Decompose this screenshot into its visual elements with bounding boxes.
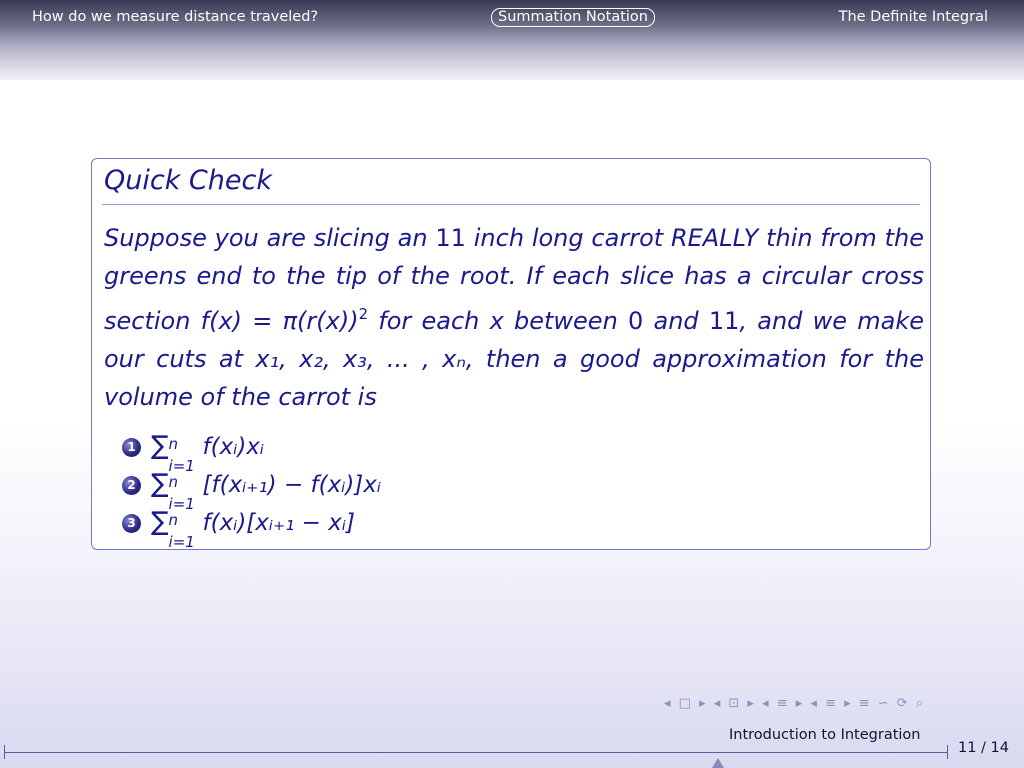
cut-points: x₁, x₂, x₃, ... , xₙ: [255, 345, 466, 373]
progress-line-start-tick: [4, 745, 5, 759]
answer-option-1[interactable]: [122, 427, 381, 475]
block-title-divider: [102, 204, 920, 205]
option-number-badge: 3: [122, 514, 141, 533]
footer-progress-line: [4, 752, 948, 753]
quick-check-block: [91, 158, 931, 550]
option-number-badge: 1: [122, 438, 141, 457]
footer-title: Introduction to Integration: [729, 727, 921, 743]
option-expression: f(xᵢ)[xᵢ₊₁ − xᵢ]: [202, 510, 355, 536]
answer-options: [122, 427, 381, 551]
sigma-symbol: ∑: [151, 431, 169, 461]
beamer-navigation-icons[interactable]: ◂ □ ▸ ◂ ⊡ ▸ ◂ ≡ ▸ ◂ ≡ ▸ ≡ ∽ ⟳ ⌕: [664, 696, 926, 711]
sum-limits: n i=1: [168, 434, 195, 475]
option-expression: f(xᵢ)xᵢ: [202, 434, 265, 460]
nav-section-definite-integral[interactable]: The Definite Integral: [838, 9, 988, 25]
progress-marker-icon: [712, 758, 724, 768]
nav-section-summation[interactable]: Summation Notation: [491, 8, 655, 27]
sum-limits: n i=1: [168, 472, 195, 513]
option-expression: [f(xᵢ₊₁) − f(xᵢ)]xᵢ: [202, 472, 381, 498]
sigma-symbol: ∑: [151, 469, 169, 499]
option-number-badge: 2: [122, 476, 141, 495]
page-number: 11 / 14: [958, 740, 1010, 756]
answer-option-3[interactable]: [122, 503, 381, 551]
progress-line-end-tick: [947, 745, 948, 759]
answer-option-2[interactable]: [122, 465, 381, 513]
nav-section-distance[interactable]: How do we measure distance traveled?: [32, 9, 319, 25]
header-bar: [0, 0, 1024, 80]
sigma-symbol: ∑: [151, 507, 169, 537]
cross-section-formula: f(x) = π(r(x)): [200, 307, 359, 335]
question-text: Suppose you are slicing an 11 inch long carrot REALLY thin from the greens end to the tip of the root. If each slice has a circular cross section $f(x) = \pi(r(x))^2$ for each x between 0 and 11, and we make our cuts at x₁, x₂, x₃, ... , xₙ, then a good approximation for the volume of the carrot is: [104, 224, 925, 411]
block-title: Quick Check: [104, 165, 272, 196]
sum-limits: n i=1: [168, 510, 195, 551]
